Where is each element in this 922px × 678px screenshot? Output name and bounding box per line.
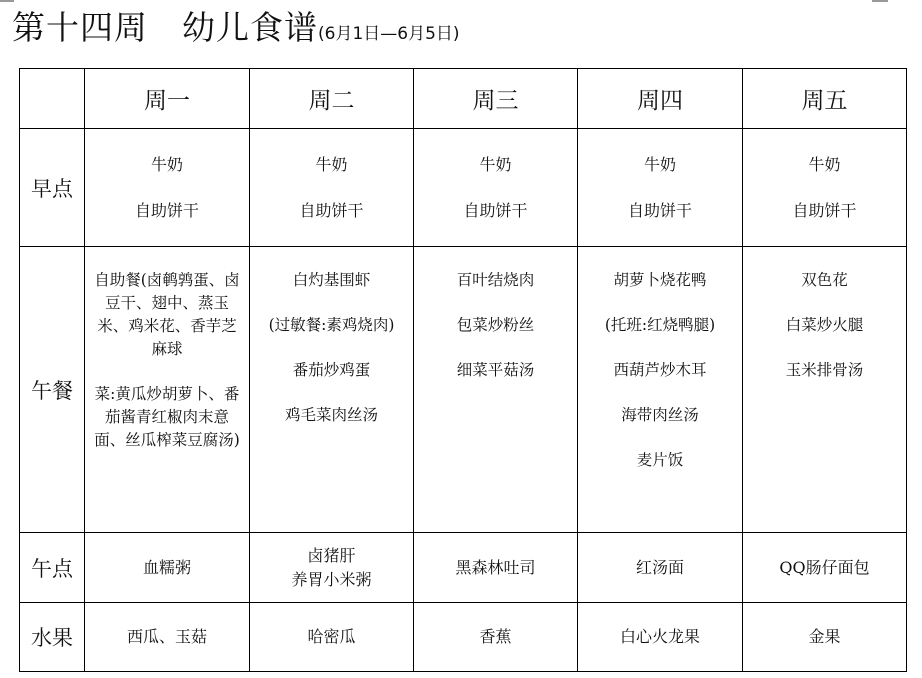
menu-item: (过敏餐:素鸡烧肉) xyxy=(268,316,395,334)
title-dates: (6月1日—6月5日) xyxy=(318,24,460,44)
day-header-thu: 周四 xyxy=(578,69,743,129)
meal-label-breakfast: 早点 xyxy=(20,129,85,247)
menu-item: 胡萝卜烧花鸭 xyxy=(613,271,707,289)
menu-table xyxy=(19,68,907,672)
breakfast-row xyxy=(20,129,907,247)
breakfast-cell-fri xyxy=(743,129,907,247)
menu-item: 养胃小米粥 xyxy=(291,569,372,589)
page-edge-mark-right xyxy=(872,0,888,2)
day-header-mon: 周一 xyxy=(85,69,250,129)
menu-item: 香蕉 xyxy=(479,627,512,646)
menu-item: 西瓜、玉菇 xyxy=(126,627,207,646)
menu-item: 海带肉丝汤 xyxy=(621,406,699,424)
menu-item: 百叶结烧肉 xyxy=(456,271,535,289)
lunch-cell-fri xyxy=(743,247,907,533)
fruit-cell-mon xyxy=(85,603,250,672)
breakfast-cell-tue xyxy=(250,129,414,247)
meal-label-fruit: 水果 xyxy=(20,603,85,672)
lunch-cell-thu xyxy=(578,247,743,533)
breakfast-cell-thu xyxy=(578,129,743,247)
snack-row xyxy=(20,533,907,603)
menu-item: 白心火龙果 xyxy=(619,627,700,646)
fruit-row xyxy=(20,603,907,672)
fruit-cell-tue xyxy=(250,603,414,672)
snack-cell-thu xyxy=(578,533,743,603)
menu-item: 牛奶 xyxy=(315,154,348,174)
corner-cell xyxy=(20,69,85,129)
meal-label-snack: 午点 xyxy=(20,533,85,603)
menu-item: 牛奶 xyxy=(643,154,676,174)
breakfast-cell-mon xyxy=(85,129,250,247)
meal-label-lunch: 午餐 xyxy=(20,247,85,533)
menu-item: 自助饼干 xyxy=(299,200,364,220)
snack-cell-fri xyxy=(743,533,907,603)
menu-item: 鸡毛菜肉丝汤 xyxy=(284,406,378,424)
menu-item: 麦片饭 xyxy=(636,451,684,469)
menu-item: 双色花 xyxy=(801,271,848,289)
page-title xyxy=(12,6,460,56)
title-week: 第十四周 xyxy=(12,8,148,47)
header-row xyxy=(20,69,907,129)
lunch-cell-mon xyxy=(85,247,250,533)
day-header-fri: 周五 xyxy=(743,69,907,129)
menu-item: 红汤面 xyxy=(635,557,684,577)
menu-item: 自助饼干 xyxy=(627,200,692,220)
day-header-wed: 周三 xyxy=(414,69,578,129)
day-header-tue: 周二 xyxy=(250,69,414,129)
menu-item: 血糯粥 xyxy=(142,557,191,577)
menu-item: 牛奶 xyxy=(150,154,183,174)
menu-item: 细菜平菇汤 xyxy=(456,361,535,379)
menu-item: 卤猪肝 xyxy=(307,545,356,565)
menu-item: 牛奶 xyxy=(479,154,512,174)
menu-item: 自助饼干 xyxy=(792,200,857,220)
menu-item: 自助饼干 xyxy=(463,200,528,220)
menu-item: QQ肠仔面包 xyxy=(779,557,870,577)
lunch-row xyxy=(20,247,907,533)
menu-item: 番茄炒鸡蛋 xyxy=(292,361,371,379)
snack-cell-mon xyxy=(85,533,250,603)
lunch-cell-wed xyxy=(414,247,578,533)
menu-item: 包菜炒粉丝 xyxy=(456,316,535,334)
snack-cell-wed xyxy=(414,533,578,603)
menu-item: 菜:黄瓜炒胡萝卜、番茄酱青红椒肉末意面、丝瓜榨菜豆腐汤) xyxy=(94,385,240,449)
lunch-cell-tue xyxy=(250,247,414,533)
fruit-cell-fri xyxy=(743,603,907,672)
menu-item: 白灼基围虾 xyxy=(292,271,371,289)
menu-item: 牛奶 xyxy=(808,154,841,174)
fruit-cell-thu xyxy=(578,603,743,672)
menu-item: 哈密瓜 xyxy=(307,627,356,646)
menu-item: 玉米排骨汤 xyxy=(785,361,864,379)
menu-item: 西葫芦炒木耳 xyxy=(613,361,707,379)
snack-cell-tue xyxy=(250,533,414,603)
fruit-cell-wed xyxy=(414,603,578,672)
menu-item: 金果 xyxy=(808,627,841,646)
title-name: 幼儿食谱 xyxy=(182,8,318,47)
breakfast-cell-wed xyxy=(414,129,578,247)
menu-item: 自助餐(卤鹌鹑蛋、卤豆干、翅中、蒸玉米、鸡米花、香芋芝麻球 xyxy=(94,271,240,358)
menu-item: 白菜炒火腿 xyxy=(785,316,864,334)
menu-item: 自助饼干 xyxy=(134,200,199,220)
menu-item: (托班:红烧鸭腿) xyxy=(604,316,716,334)
menu-item: 黑森林吐司 xyxy=(455,557,536,577)
page-edge-mark-left xyxy=(0,0,14,2)
